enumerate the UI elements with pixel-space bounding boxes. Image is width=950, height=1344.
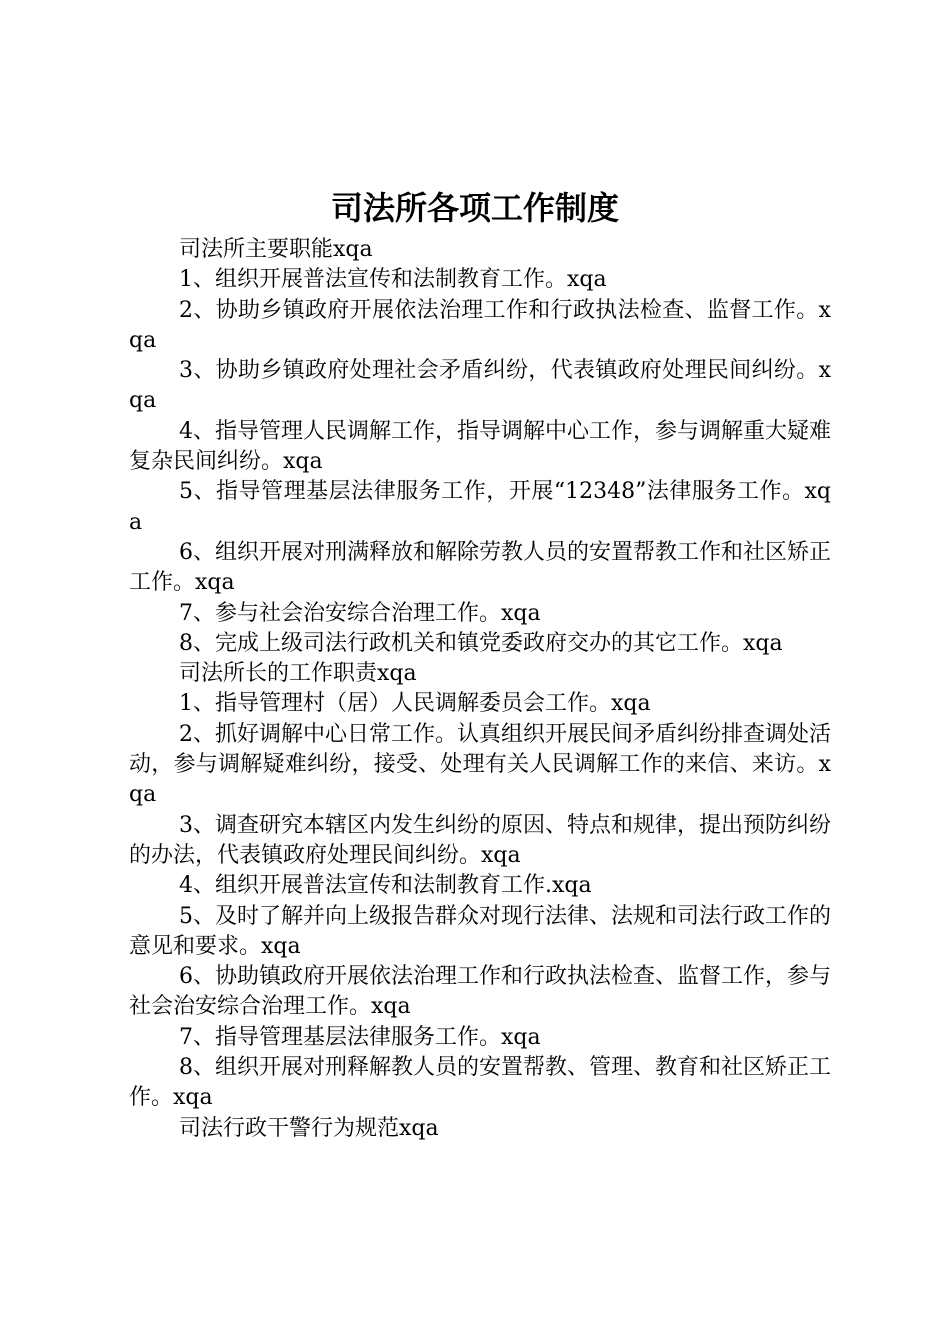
paragraph: 4、指导管理人民调解工作，指导调解中心工作，参与调解重大疑难复杂民间纠纷。xqa (129, 418, 831, 475)
section-heading-main-functions: 司法所主要职能xqa (179, 237, 373, 262)
paragraph: 3、调查研究本辖区内发生纠纷的原因、特点和规律，提出预防纠纷的办法，代表镇政府处理民间纠纷。xqa (129, 812, 831, 868)
paragraph: 2、抓好调解中心日常工作。认真组织开展民间矛盾纠纷排查调处活动，参与调解疑难纠纷，接受、处理有关人民调解工作的来信、来访。xqa (129, 721, 831, 808)
document-body (129, 235, 831, 1144)
paragraph: 4、组织开展普法宣传和法制教育工作.xqa (179, 873, 592, 899)
paragraph: 7、参与社会治安综合治理工作。xqa (179, 600, 541, 626)
section-heading-conduct-norms: 司法行政干警行为规范xqa (179, 1115, 439, 1141)
paragraph: 3、协助乡镇政府处理社会矛盾纠纷，代表镇政府处理民间纠纷。xqa (129, 358, 831, 414)
paragraph: 6、协助镇政府开展依法治理工作和行政执法检查、监督工作，参与社会治安综合治理工作。xqa (129, 964, 831, 1020)
document-title: 司法所各项工作制度 (330, 189, 619, 227)
paragraph: 1、组织开展普法宣传和法制教育工作。xqa (179, 267, 607, 293)
paragraph: 5、及时了解并向上级报告群众对现行法律、法规和司法行政工作的意见和要求。xqa (129, 903, 831, 959)
paragraph: 2、协助乡镇政府开展依法治理工作和行政执法检查、监督工作。xqa (129, 297, 831, 353)
paragraph: 8、完成上级司法行政机关和镇党委政府交办的其它工作。xqa (179, 630, 783, 656)
paragraph: 1、指导管理村（居）人民调解委员会工作。xqa (179, 691, 651, 717)
paragraph: 6、组织开展对刑满释放和解除劳教人员的安置帮教工作和社区矫正工作。xqa (129, 539, 831, 596)
paragraph: 5、指导管理基层法律服务工作，开展“12348”法律服务工作。xqa (129, 479, 831, 535)
paragraph: 7、指导管理基层法律服务工作。xqa (179, 1024, 541, 1050)
paragraph: 8、组织开展对刑释解教人员的安置帮教、管理、教育和社区矫正工作。xqa (129, 1055, 831, 1111)
section-heading-director-duties: 司法所长的工作职责xqa (179, 661, 417, 687)
